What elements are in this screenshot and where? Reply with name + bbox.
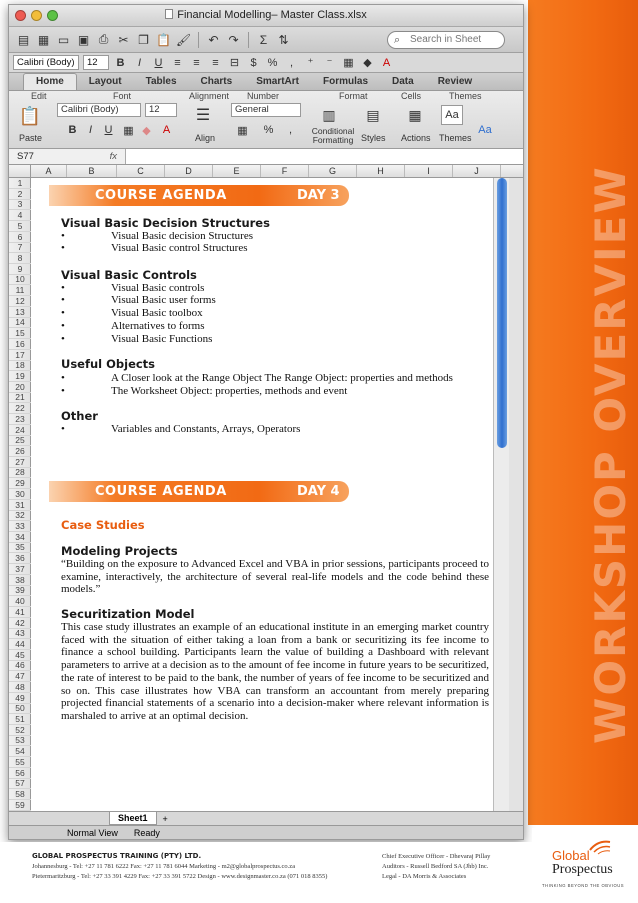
tab-data[interactable]: Data [392,76,414,87]
row-header[interactable]: 51 [9,714,31,725]
column-header[interactable]: G [309,165,357,177]
section-heading: Useful Objects [61,357,156,371]
row-header[interactable]: 58 [9,789,31,800]
ribbon-font-color-icon[interactable]: A [162,124,171,136]
fill-color-icon[interactable]: ◆ [363,57,372,69]
number-format-select[interactable]: General [231,103,301,117]
row-header[interactable]: 43 [9,628,31,639]
row-header[interactable]: 10 [9,274,31,285]
window-title: Financial Modelling– Master Class.xlsx [177,9,367,21]
worksheet-grid[interactable] [9,178,509,811]
row-header[interactable]: 17 [9,350,31,361]
copy-icon[interactable]: ❐ [138,32,149,47]
list-item: • Variables and Constants, Arrays, Operators [61,423,301,435]
styles-label: Styles [361,133,386,143]
row-header[interactable]: 28 [9,467,31,478]
redo-icon[interactable]: ↷ [228,32,239,47]
group-font: Font [113,91,132,101]
actions-icon[interactable]: ▦ [408,106,422,123]
day3-banner-day: DAY 3 [297,188,340,203]
add-sheet-icon[interactable]: + [162,813,168,824]
modeling-projects-heading: Modeling Projects [61,544,178,558]
number-table-icon[interactable]: ▦ [237,124,248,137]
italic-button[interactable]: I [137,56,142,69]
section-heading: Other [61,409,98,423]
tab-charts[interactable]: Charts [200,76,233,87]
sheet-tab-bar [9,811,524,825]
row-header[interactable]: 18 [9,360,31,371]
sort-icon[interactable]: ⇅ [278,32,289,47]
group-themes: Themes [449,91,482,101]
ribbon-font-select[interactable]: Calibri (Body) [57,103,141,117]
row-headers [9,178,31,811]
row-header[interactable]: 9 [9,264,31,275]
bold-button[interactable]: B [116,56,125,69]
paste-icon[interactable]: 📋 [156,32,171,47]
securitization-heading: Securitization Model [61,607,195,621]
tab-tables[interactable]: Tables [145,76,177,87]
row-header[interactable]: 7 [9,242,31,253]
theme-fonts-icon[interactable]: Aa [478,124,492,136]
row-header[interactable]: 33 [9,521,31,532]
merge-icon[interactable]: ⊟ [229,57,240,69]
list-item: • Visual Basic Functions [61,333,213,345]
formula-bar [9,149,523,165]
autosum-icon[interactable]: Σ [259,32,268,47]
row-header[interactable]: 37 [9,564,31,575]
list-item: • Visual Basic decision Structures [61,230,254,242]
align-icon[interactable]: ☰ [195,107,211,124]
list-item: • Visual Basic toolbox [61,307,203,319]
styles-icon[interactable]: ▤ [366,106,380,123]
row-header[interactable]: 19 [9,371,31,382]
format-painter-icon[interactable]: 🖌 [175,32,192,47]
ribbon-tabs [9,73,523,91]
group-format: Format [339,91,368,101]
ribbon-underline-button[interactable]: U [104,124,113,136]
row-header[interactable]: 45 [9,650,31,661]
row-header[interactable]: 22 [9,403,31,414]
group-alignment: Alignment [189,91,230,101]
view-mode[interactable]: Normal View [67,828,118,838]
row-header[interactable]: 39 [9,585,31,596]
actions-label: Actions [401,133,431,143]
conditional-formatting-icon[interactable]: ▥ [322,106,336,123]
search-icon: ⌕ [394,33,401,46]
footer-ceo: Chief Executive Officer - Dhevaraj Pillay [382,853,491,860]
name-box[interactable]: S77 [17,151,34,162]
row-header[interactable]: 3 [9,199,31,210]
row-header[interactable]: 30 [9,489,31,500]
logo-global: Global [552,848,590,863]
column-header[interactable]: B [67,165,117,177]
row-header[interactable]: 56 [9,768,31,779]
row-header[interactable]: 54 [9,746,31,757]
row-header[interactable]: 55 [9,757,31,768]
footer-contact-pmb: Pietermaritzburg - Tel: +27 33 391 4229 Fax: +27 33 391 5722 Design - www.designmaster.co.za (071 018 8355) [32,873,328,880]
row-header[interactable]: 53 [9,735,31,746]
row-header[interactable]: 21 [9,392,31,403]
column-headers [9,165,523,178]
tab-layout[interactable]: Layout [88,76,122,87]
section-heading: Visual Basic Decision Structures [61,216,270,230]
row-header[interactable]: 41 [9,607,31,618]
securitization-text: This case study illustrates an example of an educational institute in an emerging market country faced with the situation of either taking a loan from a bank or securitizing its fee income to finance a school building. Participants learn the value of building a Dashboard with relevant parameters to arrive at a decision as to the amount of fee income in future years to be securitized, the rate of interest to be paid to the bank, the number of years of fee income to be securitized and so on. This case illustrates how VBA can transform an accountant from merely preparing projected financial statements of a scenario into a decision-maker where relevant information is marshaled to arrive at an optimal decision. [61,621,489,722]
sheet-tab[interactable]: Sheet1 [109,812,157,825]
column-header[interactable]: D [165,165,213,177]
row-header[interactable]: 31 [9,500,31,511]
document-icon [165,9,173,19]
row-header[interactable]: 15 [9,328,31,339]
day4-banner-label: COURSE AGENDA [95,484,227,499]
row-header[interactable]: 1 [9,178,31,189]
list-item: • A Closer look at the Range Object The Range Object: properties and methods [61,372,453,384]
column-header[interactable]: I [405,165,453,177]
paste-label: Paste [19,133,43,143]
ribbon [9,91,523,149]
row-header[interactable]: 25 [9,435,31,446]
row-header[interactable]: 40 [9,596,31,607]
align-right-icon[interactable]: ≡ [212,56,219,69]
scroll-thumb[interactable] [497,178,507,448]
row-header[interactable]: 13 [9,307,31,318]
company-name: GLOBAL PROSPECTUS TRAINING (PTY) LTD. [32,852,202,860]
cut-icon[interactable]: ✂ [118,32,129,47]
ribbon-fill-icon[interactable]: ◆ [142,124,151,137]
column-header[interactable]: F [261,165,309,177]
row-header[interactable]: 27 [9,457,31,468]
status-bar [9,825,524,840]
row-header[interactable]: 34 [9,532,31,543]
row-header[interactable]: 11 [9,285,31,296]
vertical-scrollbar[interactable] [493,178,509,811]
open-icon[interactable]: ▭ [57,32,70,47]
workshop-overview-title: WORKSHOP OVERVIEW [586,165,635,744]
status-text: Ready [133,828,160,838]
footer-auditors: Auditors - Russell Bedford SA (Jhb) Inc. [382,863,489,870]
column-header[interactable]: E [213,165,261,177]
percent-icon[interactable]: % [267,56,278,69]
row-header[interactable]: 5 [9,221,31,232]
tab-smartart[interactable]: SmartArt [256,76,299,87]
align-center-icon[interactable]: ≡ [193,56,200,69]
company-logo [532,828,638,903]
formatting-bar [9,53,523,73]
template-icon[interactable]: ▦ [37,32,50,47]
row-header[interactable]: 12 [9,296,31,307]
row-header[interactable]: 49 [9,693,31,704]
themes-label: Themes [439,133,472,143]
font-size-select[interactable]: 12 [83,55,109,70]
column-header[interactable]: C [117,165,165,177]
row-header[interactable]: 36 [9,553,31,564]
font-color-icon[interactable]: A [382,56,391,69]
new-icon[interactable]: ▤ [17,32,30,47]
sheet-content [31,178,493,811]
row-header[interactable]: 32 [9,510,31,521]
row-header[interactable]: 59 [9,800,31,811]
row-header[interactable]: 35 [9,542,31,553]
row-header[interactable]: 29 [9,478,31,489]
row-header[interactable]: 46 [9,660,31,671]
excel-window [8,4,524,840]
themes-icon[interactable]: Aa [441,105,463,125]
ribbon-size-select[interactable]: 12 [145,103,177,117]
row-header[interactable]: 14 [9,317,31,328]
column-header[interactable]: J [453,165,501,177]
column-header[interactable]: A [31,165,67,177]
comma-icon[interactable]: , [289,56,294,69]
ribbon-border-icon[interactable]: ▦ [123,124,134,137]
group-number: Number [247,91,280,101]
row-header[interactable]: 44 [9,639,31,650]
underline-button[interactable]: U [154,56,163,69]
day4-banner-day: DAY 4 [297,484,340,499]
section-heading: Visual Basic Controls [61,268,197,282]
list-item: • Visual Basic user forms [61,294,216,306]
row-header[interactable]: 4 [9,210,31,221]
row-header[interactable]: 38 [9,575,31,586]
align-left-icon[interactable]: ≡ [174,56,181,69]
font-name-select[interactable]: Calibri (Body) [13,55,79,70]
align-label: Align [195,133,216,143]
list-item: • Visual Basic controls [61,282,205,294]
increase-decimal-icon[interactable]: ⁺ [307,57,314,69]
side-banner [528,0,638,825]
logo-tagline: THINKING BEYOND THE OBVIOUS [542,883,625,888]
formula-input[interactable] [125,149,523,164]
row-header[interactable]: 26 [9,446,31,457]
row-header[interactable]: 16 [9,339,31,350]
row-header[interactable]: 2 [9,189,31,200]
day4-banner [49,481,349,502]
comma-style-icon[interactable]: , [288,124,293,136]
row-header[interactable]: 8 [9,253,31,264]
row-header[interactable]: 20 [9,382,31,393]
row-header[interactable]: 23 [9,414,31,425]
percent-style-icon[interactable]: % [263,124,274,136]
group-edit: Edit [31,91,47,101]
list-item: • Alternatives to forms [61,320,205,332]
group-cells: Cells [401,91,422,101]
column-header[interactable]: H [357,165,405,177]
row-header[interactable]: 6 [9,232,31,243]
standard-toolbar [9,27,523,53]
list-item: • Visual Basic control Structures [61,242,248,254]
row-header[interactable]: 42 [9,618,31,629]
save-icon[interactable]: ▣ [77,32,90,47]
list-item: • The Worksheet Object: properties, methods and event [61,385,348,397]
row-header[interactable]: 24 [9,425,31,436]
row-header[interactable]: 47 [9,671,31,682]
tab-formulas[interactable]: Formulas [323,76,369,87]
row-header[interactable]: 57 [9,778,31,789]
day3-banner-label: COURSE AGENDA [95,188,227,203]
row-header[interactable]: 52 [9,725,31,736]
footer-legal: Legal - DA Morris & Associates [382,873,467,880]
modeling-projects-text: “Building on the exposure to Advanced Excel and VBA in prior sessions, participants proceed to examine, interactively, the architecture of several real-life models and the code behind these models.” [61,558,489,596]
print-icon[interactable]: ⎙ [98,32,109,46]
conditional-formatting-label: Conditional Formatting [311,126,355,145]
clipboard-icon[interactable]: 📋 [18,105,42,126]
undo-icon[interactable]: ↶ [208,32,219,47]
currency-icon[interactable]: $ [250,56,257,69]
row-header[interactable]: 48 [9,682,31,693]
title-bar [9,5,523,27]
search-input[interactable]: ⌕ Search in Sheet [387,31,505,49]
decrease-decimal-icon[interactable]: ⁻ [326,57,333,69]
footer-contact-jhb: Johannesburg - Tel: +27 11 781 6222 Fax: +27 11 781 6044 Marketing - m2@globalprospectus.co.za [32,863,296,870]
ribbon-bold-button[interactable]: B [68,124,77,136]
day3-banner [49,185,349,206]
row-header[interactable]: 50 [9,703,31,714]
border-icon[interactable]: ▦ [343,57,354,69]
fx-icon[interactable]: fx [109,151,117,162]
logo-prospectus: Prospectus [552,862,613,877]
tab-review[interactable]: Review [437,76,473,87]
case-studies-heading: Case Studies [61,518,145,532]
tab-home[interactable]: Home [23,73,77,90]
ribbon-italic-button[interactable]: I [88,124,93,136]
